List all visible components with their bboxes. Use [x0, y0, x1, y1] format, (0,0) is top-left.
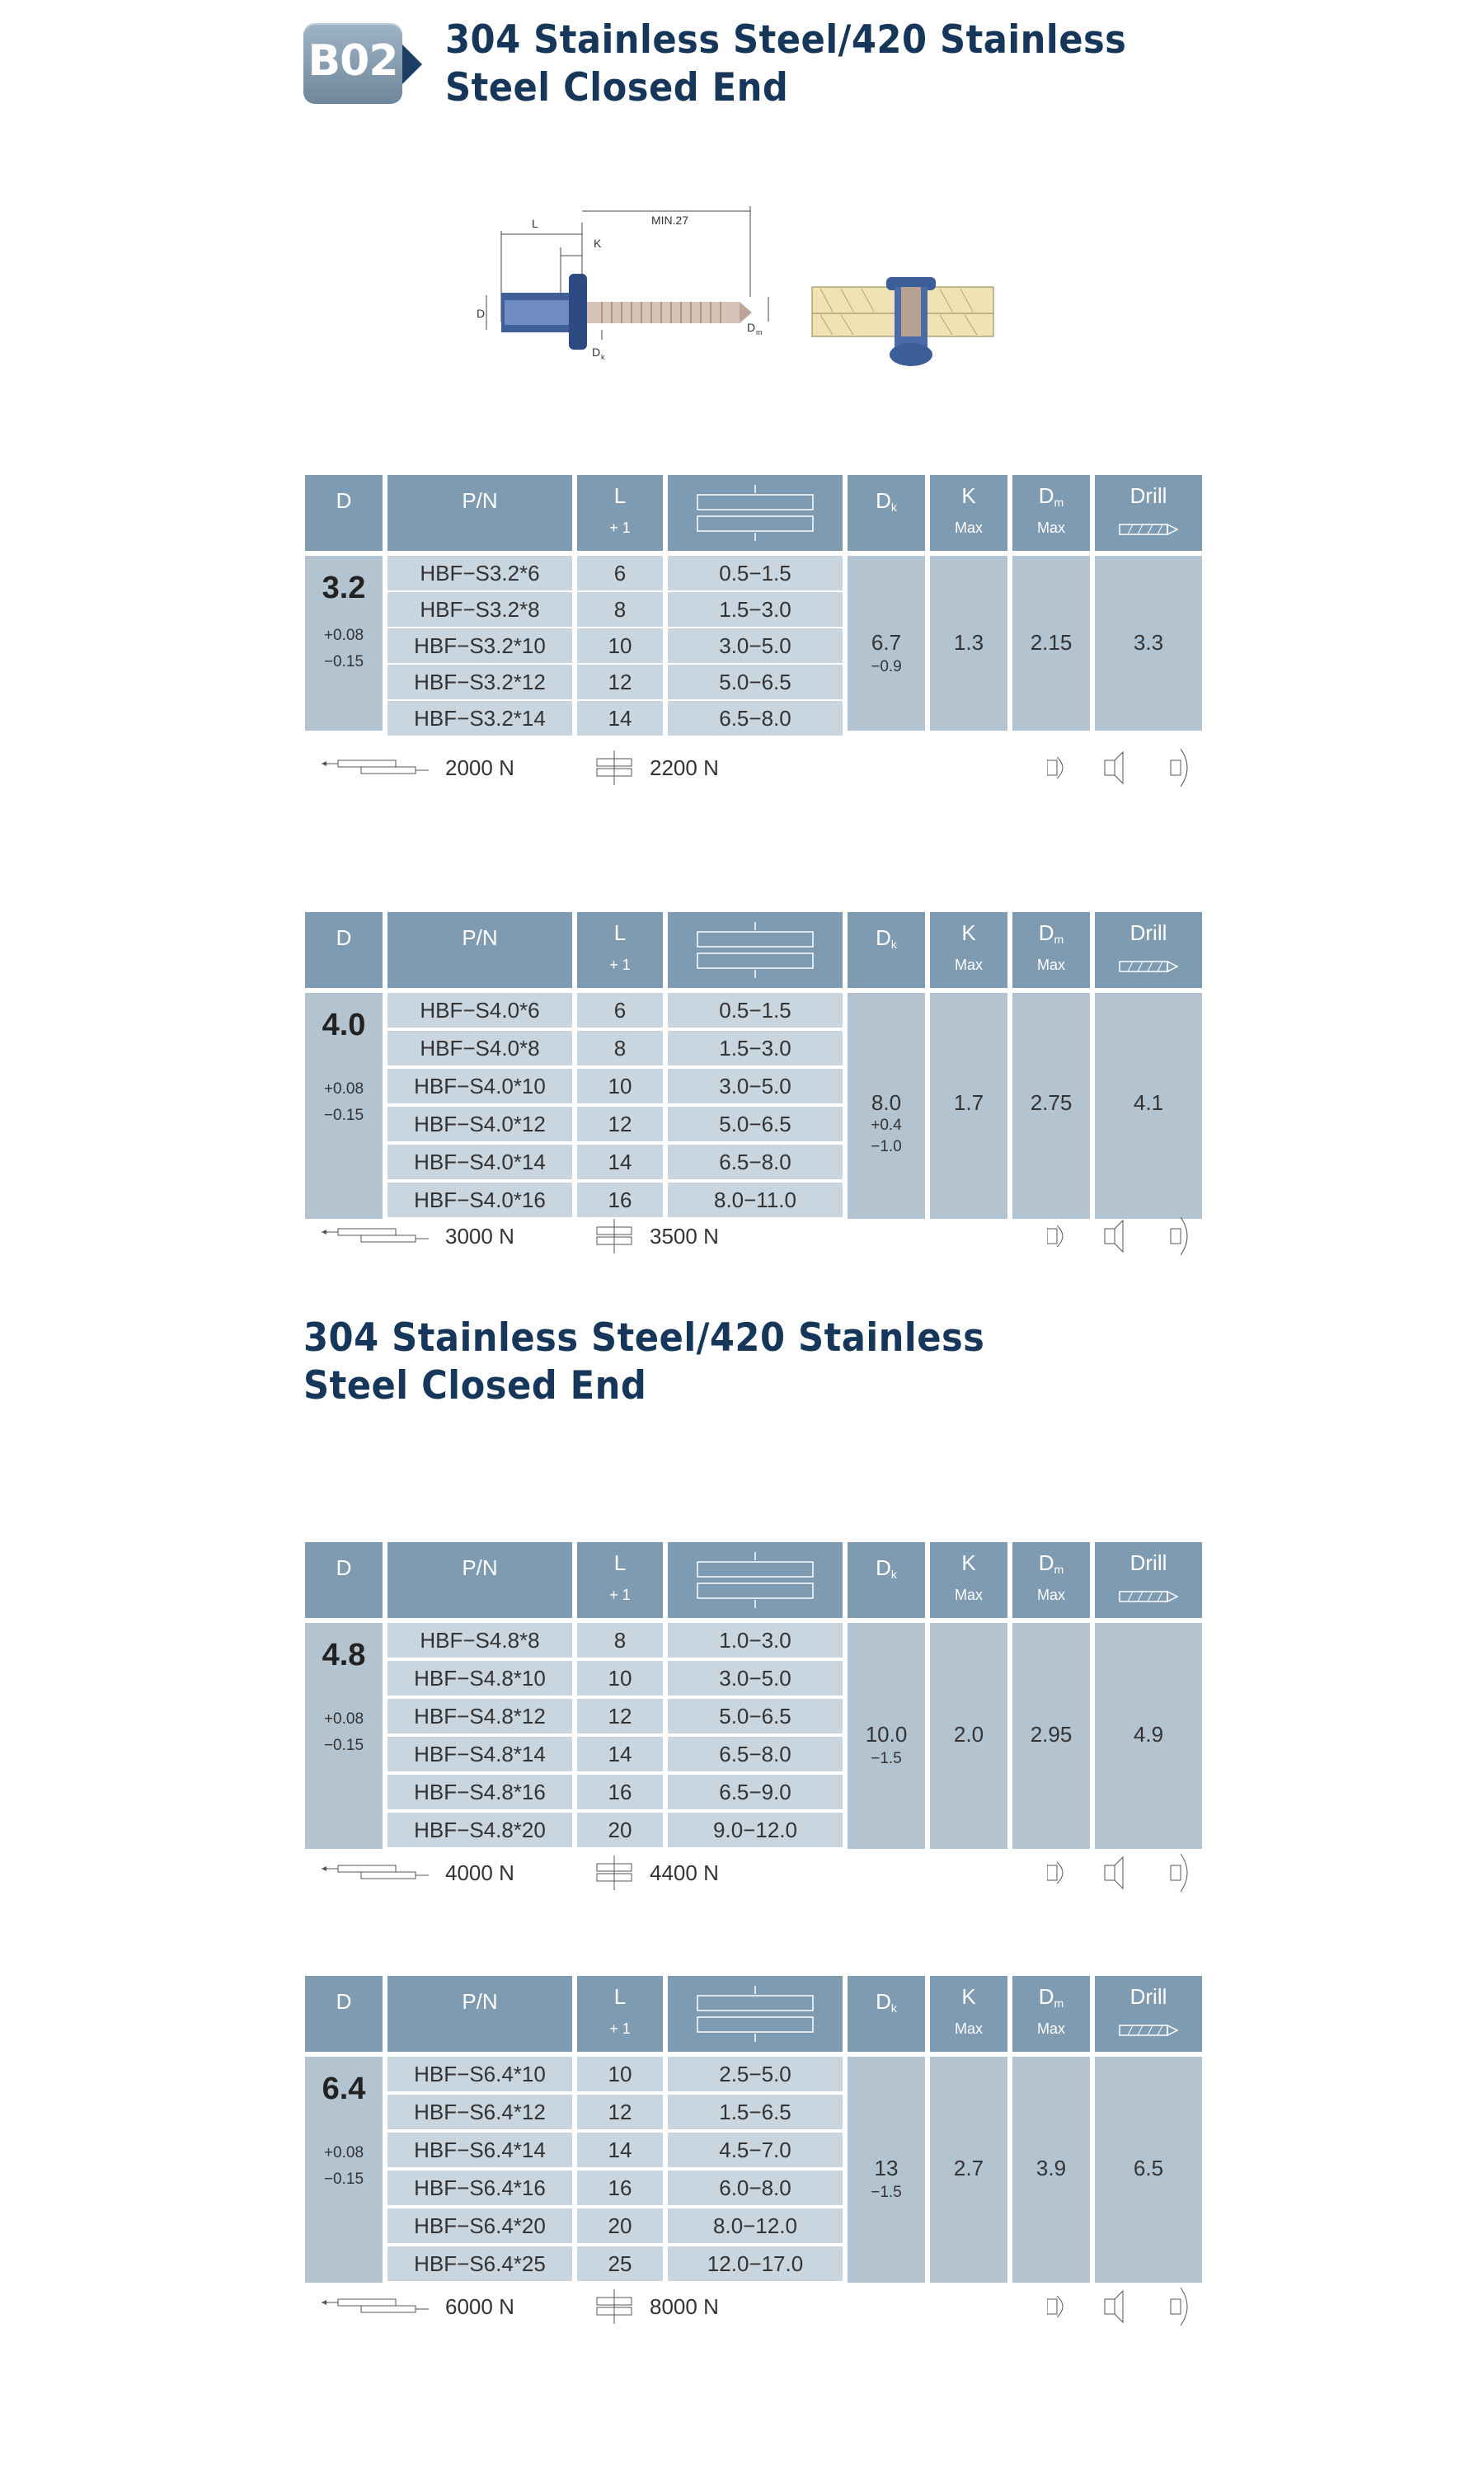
- d-tol-plus: +0.08: [323, 627, 364, 644]
- tensile-strength-icon: [322, 759, 429, 778]
- table-row-pn: HBF−S4.8*12: [387, 1699, 572, 1733]
- header-dm: $D_m$ Max: [1012, 1976, 1090, 2052]
- dim-label-dm: D: [747, 321, 756, 334]
- large-flange-head-icon: [1171, 1217, 1187, 1255]
- header-dk: $D_k$: [848, 1976, 925, 2052]
- dk-value: 6.7: [871, 630, 902, 655]
- header-k: K Max: [930, 475, 1007, 551]
- k-cell: [930, 556, 1007, 731]
- header-pn: P/N: [387, 475, 572, 551]
- table-row-l: 12: [577, 1699, 663, 1733]
- shear-value: 3500 N: [650, 1224, 719, 1249]
- countersunk-head-icon: [1105, 2291, 1123, 2322]
- header-pn: P/N: [387, 1976, 572, 2052]
- section-heading: [303, 1315, 984, 1410]
- header-drill: Drill: [1095, 1976, 1202, 2052]
- table-row-grip: 5.0−6.5: [668, 1107, 843, 1141]
- table-row-pn: HBF−S6.4*14: [387, 2133, 572, 2167]
- k-value: 1.3: [953, 630, 984, 655]
- d-tol-plus: +0.08: [323, 2144, 364, 2161]
- header-dm: $D_m$ Max: [1012, 1542, 1090, 1618]
- header-pn: P/N: [387, 912, 572, 988]
- table-row-pn: HBF−S4.8*14: [387, 1737, 572, 1771]
- header-k: K Max: [930, 1542, 1007, 1618]
- header-k: K Max: [930, 912, 1007, 988]
- header-l: L + 1: [577, 1976, 663, 2052]
- d-value: 4.8: [322, 1638, 366, 1672]
- dm-cell: [1012, 556, 1090, 731]
- dim-label-dk: D: [592, 346, 601, 359]
- dm-value: 2.75: [1030, 1090, 1073, 1115]
- drill-value: 4.1: [1133, 1090, 1164, 1115]
- grip-range-icon: [668, 912, 843, 988]
- table-row-l: 8: [577, 592, 663, 627]
- table-row-grip: 3.0−5.0: [668, 1661, 843, 1696]
- section-heading-line1: 304 Stainless Steel/420 Stainless: [303, 1315, 985, 1361]
- dim-label-dk-sub: k: [601, 353, 605, 361]
- table-row-pn: HBF−S6.4*25: [387, 2246, 572, 2281]
- tensile-strength-icon: [322, 1864, 429, 1884]
- table-row-grip: 8.0−11.0: [668, 1183, 843, 1217]
- table-row-pn: HBF−S6.4*16: [387, 2171, 572, 2205]
- d-tol-minus: −0.15: [323, 2171, 364, 2188]
- table-row-pn: HBF−S4.0*6: [387, 993, 572, 1028]
- tensile-strength-icon: [322, 1227, 429, 1247]
- drill-bit-icon: [1095, 912, 1202, 988]
- header-dk: $D_k$: [848, 1542, 925, 1618]
- badge-arrow-icon: [402, 45, 422, 84]
- tensile-value: 3000 N: [445, 1224, 514, 1249]
- header-drill: Drill: [1095, 1542, 1202, 1618]
- strength-row: [305, 1212, 1204, 1260]
- table-row-grip: 12.0−17.0: [668, 2246, 843, 2281]
- k-value: 2.7: [953, 2156, 984, 2180]
- d-value-cell: [305, 993, 383, 1219]
- k-value: 1.7: [953, 1090, 984, 1115]
- section-heading-line2: Steel Closed End: [303, 1363, 647, 1409]
- k-cell: [930, 993, 1007, 1219]
- drill-cell: [1095, 2057, 1202, 2283]
- table-row-l: 14: [577, 1737, 663, 1771]
- large-flange-head-icon: [1171, 749, 1187, 787]
- table-row-pn: HBF−S4.8*16: [387, 1775, 572, 1809]
- d-tol-plus: +0.08: [323, 1080, 364, 1098]
- head-type-icons: [1047, 2286, 1204, 2327]
- tensile-strength-icon: [322, 2298, 429, 2317]
- head-type-icons: [1047, 747, 1204, 788]
- countersunk-head-icon: [1105, 1221, 1123, 1252]
- table-row-grip: 1.5−3.0: [668, 1031, 843, 1065]
- drill-cell: [1095, 993, 1202, 1219]
- table-row-l: 12: [577, 1107, 663, 1141]
- table-row-pn: HBF−S3.2*6: [387, 556, 572, 590]
- rivet-table-3-2: [305, 475, 1202, 731]
- shear-value: 8000 N: [650, 2294, 719, 2319]
- dk-tol: −1.5: [871, 1750, 902, 1767]
- badge-label: B02: [308, 36, 398, 86]
- header-grip: [668, 1976, 843, 2052]
- dk-value: 8.0: [871, 1090, 902, 1115]
- k-value: 2.0: [953, 1722, 984, 1747]
- head-type-icons: [1047, 1216, 1204, 1257]
- table-row-l: 10: [577, 1661, 663, 1696]
- large-flange-head-icon: [1171, 1854, 1187, 1892]
- table-row-pn: HBF−S4.0*16: [387, 1183, 572, 1217]
- header-grip: [668, 1542, 843, 1618]
- table-row-grip: 0.5−1.5: [668, 556, 843, 590]
- grip-range-icon: [668, 1976, 843, 2052]
- table-row-l: 8: [577, 1623, 663, 1658]
- table-row-l: 20: [577, 2208, 663, 2243]
- dim-label-l: L: [532, 217, 538, 230]
- header-grip: [668, 475, 843, 551]
- drill-value: 4.9: [1133, 1722, 1164, 1747]
- drill-cell: [1095, 556, 1202, 731]
- d-tol-minus: −0.15: [323, 653, 364, 670]
- dim-label-k: K: [594, 237, 602, 250]
- dm-value: 2.95: [1030, 1722, 1073, 1747]
- d-value: 3.2: [322, 571, 366, 605]
- header-pn: P/N: [387, 1542, 572, 1618]
- table-row-grip: 6.5−8.0: [668, 1737, 843, 1771]
- table-row-pn: HBF−S4.0*14: [387, 1145, 572, 1179]
- table-row-l: 16: [577, 2171, 663, 2205]
- dk-cell: [848, 2057, 925, 2283]
- dm-value: 3.9: [1036, 2156, 1067, 2180]
- drill-bit-icon: [1095, 1542, 1202, 1618]
- table-row-l: 12: [577, 665, 663, 699]
- dome-head-icon: [1047, 1862, 1063, 1884]
- dm-value: 2.15: [1030, 630, 1073, 655]
- tensile-value: 2000 N: [445, 755, 514, 780]
- header-l: L + 1: [577, 1542, 663, 1618]
- dm-cell: [1012, 1623, 1090, 1849]
- shear-strength-icon: [594, 2289, 635, 2324]
- dim-label-d: D: [477, 307, 486, 320]
- d-value: 6.4: [322, 2072, 366, 2106]
- table-row-grip: 0.5−1.5: [668, 993, 843, 1028]
- table-row-pn: HBF−S4.0*10: [387, 1069, 572, 1103]
- table-row-l: 10: [577, 2057, 663, 2091]
- page-title-line1: 304 Stainless Steel/420 Stainless: [445, 17, 1127, 63]
- table-row-pn: HBF−S6.4*10: [387, 2057, 572, 2091]
- header-dm: $D_m$ Max: [1012, 912, 1090, 988]
- page-title-line2: Steel Closed End: [445, 65, 789, 111]
- dk-cell: [848, 1623, 925, 1849]
- drill-bit-icon: [1095, 1976, 1202, 2052]
- tensile-value: 4000 N: [445, 1860, 514, 1885]
- header-d: D: [305, 1542, 383, 1618]
- d-tol-plus: +0.08: [323, 1710, 364, 1728]
- header-drill: Drill: [1095, 912, 1202, 988]
- table-row-grip: 3.0−5.0: [668, 628, 843, 663]
- table-row-pn: HBF−S4.8*8: [387, 1623, 572, 1658]
- dk-cell: [848, 993, 925, 1219]
- dk-value: 13: [874, 2156, 899, 2180]
- table-row-pn: HBF−S4.8*20: [387, 1813, 572, 1847]
- table-row-l: 8: [577, 1031, 663, 1065]
- shear-strength-icon: [594, 1856, 635, 1890]
- table-row-grip: 6.5−8.0: [668, 1145, 843, 1179]
- countersunk-head-icon: [1105, 1857, 1123, 1888]
- dk-tol-minus: −1.0: [871, 1138, 902, 1155]
- table-row-grip: 4.5−7.0: [668, 2133, 843, 2167]
- table-row-pn: HBF−S4.0*12: [387, 1107, 572, 1141]
- header-grip: [668, 912, 843, 988]
- header-l: L + 1: [577, 912, 663, 988]
- rivet-table-6-4: [305, 1976, 1202, 2283]
- table-row-grip: 5.0−6.5: [668, 665, 843, 699]
- d-value-cell: [305, 2057, 383, 2283]
- dk-tol-plus: +0.4: [871, 1117, 902, 1134]
- d-value: 4.0: [322, 1008, 366, 1042]
- table-row-grip: 6.5−8.0: [668, 701, 843, 736]
- rivet-table-4-0: [305, 912, 1202, 1219]
- table-row-grip: 1.0−3.0: [668, 1623, 843, 1658]
- dome-head-icon: [1047, 1225, 1063, 1247]
- dome-head-icon: [1047, 2296, 1063, 2317]
- section-badge: [303, 23, 402, 104]
- head-type-icons: [1047, 1852, 1204, 1893]
- table-row-grip: 1.5−6.5: [668, 2095, 843, 2129]
- table-row-l: 25: [577, 2246, 663, 2281]
- table-row-l: 12: [577, 2095, 663, 2129]
- table-row-grip: 8.0−12.0: [668, 2208, 843, 2243]
- d-value-cell: [305, 556, 383, 731]
- grip-range-icon: [668, 1542, 843, 1618]
- table-row-pn: HBF−S4.0*8: [387, 1031, 572, 1065]
- header-d: D: [305, 1976, 383, 2052]
- table-row-pn: HBF−S3.2*8: [387, 592, 572, 627]
- dim-label-dm-sub: m: [756, 328, 763, 336]
- table-row-pn: HBF−S6.4*20: [387, 2208, 572, 2243]
- strength-row: [305, 2283, 1204, 2331]
- header-k: K Max: [930, 1976, 1007, 2052]
- table-row-pn: HBF−S3.2*14: [387, 701, 572, 736]
- dk-tol: −0.9: [871, 658, 902, 675]
- header-d: D: [305, 912, 383, 988]
- header-d: D: [305, 475, 383, 551]
- shear-strength-icon: [594, 1219, 635, 1253]
- table-row-l: 10: [577, 1069, 663, 1103]
- page-title: [445, 16, 1126, 112]
- strength-row: [305, 744, 1204, 792]
- header-dk: $D_k$: [848, 912, 925, 988]
- table-row-pn: HBF−S3.2*12: [387, 665, 572, 699]
- shear-value: 4400 N: [650, 1860, 719, 1885]
- dk-tol: −1.5: [871, 2184, 902, 2201]
- k-cell: [930, 2057, 1007, 2283]
- table-row-pn: HBF−S4.8*10: [387, 1661, 572, 1696]
- rivet-dimension-diagram: [445, 198, 1022, 379]
- grip-range-icon: [668, 475, 843, 551]
- large-flange-head-icon: [1171, 2288, 1187, 2326]
- table-row-l: 20: [577, 1813, 663, 1847]
- dk-value: 10.0: [865, 1722, 908, 1747]
- countersunk-head-icon: [1105, 752, 1123, 783]
- drill-cell: [1095, 1623, 1202, 1849]
- dm-cell: [1012, 2057, 1090, 2283]
- k-cell: [930, 1623, 1007, 1849]
- table-row-l: 14: [577, 701, 663, 736]
- table-row-l: 14: [577, 2133, 663, 2167]
- table-row-l: 16: [577, 1775, 663, 1809]
- table-row-grip: 5.0−6.5: [668, 1699, 843, 1733]
- shear-value: 2200 N: [650, 755, 719, 780]
- table-row-pn: HBF−S3.2*10: [387, 628, 572, 663]
- drill-value: 3.3: [1133, 630, 1164, 655]
- header-l: L + 1: [577, 475, 663, 551]
- strength-row: [305, 1849, 1204, 1897]
- header-dm: $D_m$ Max: [1012, 475, 1090, 551]
- drill-value: 6.5: [1133, 2156, 1164, 2180]
- table-row-pn: HBF−S6.4*12: [387, 2095, 572, 2129]
- table-row-grip: 3.0−5.0: [668, 1069, 843, 1103]
- header-drill: Drill: [1095, 475, 1202, 551]
- tensile-value: 6000 N: [445, 2294, 514, 2319]
- table-row-grip: 6.5−9.0: [668, 1775, 843, 1809]
- header-dk: $D_k$: [848, 475, 925, 551]
- dm-cell: [1012, 993, 1090, 1219]
- d-tol-minus: −0.15: [323, 1107, 364, 1124]
- table-row-grip: 9.0−12.0: [668, 1813, 843, 1847]
- dim-label-min: MIN.27: [651, 214, 689, 227]
- dk-cell: [848, 556, 925, 731]
- table-row-l: 6: [577, 993, 663, 1028]
- table-row-l: 16: [577, 1183, 663, 1217]
- dome-head-icon: [1047, 757, 1063, 778]
- rivet-table-4-8: [305, 1542, 1202, 1849]
- shear-strength-icon: [594, 750, 635, 785]
- table-row-grip: 6.0−8.0: [668, 2171, 843, 2205]
- table-row-grip: 2.5−5.0: [668, 2057, 843, 2091]
- drill-bit-icon: [1095, 475, 1202, 551]
- d-value-cell: [305, 1623, 383, 1849]
- table-row-l: 6: [577, 556, 663, 590]
- table-row-l: 14: [577, 1145, 663, 1179]
- table-row-grip: 1.5−3.0: [668, 592, 843, 627]
- table-row-l: 10: [577, 628, 663, 663]
- d-tol-minus: −0.15: [323, 1737, 364, 1754]
